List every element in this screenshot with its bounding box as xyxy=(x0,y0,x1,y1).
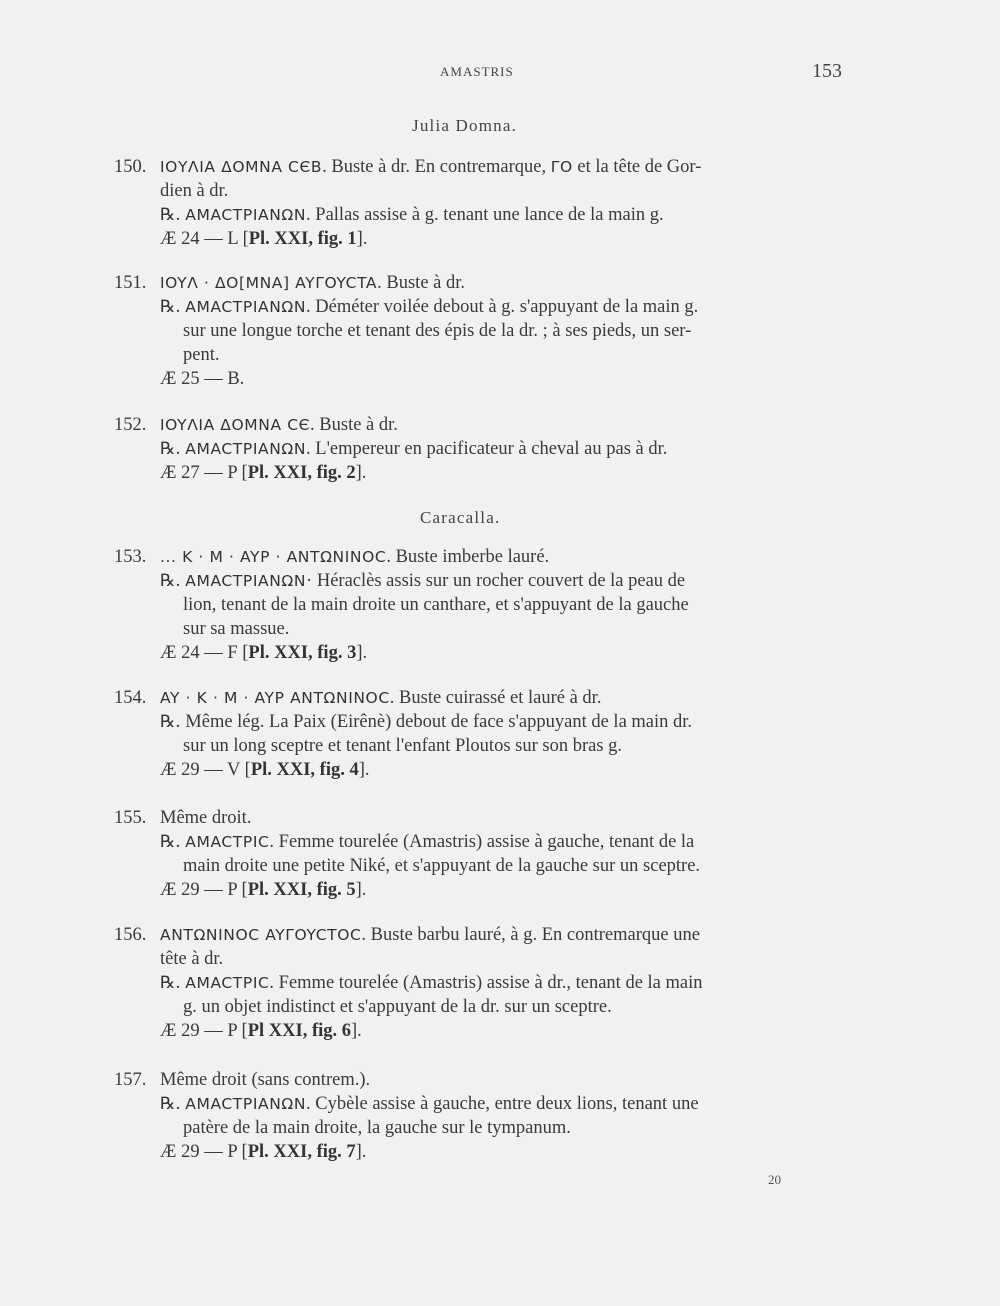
obverse-description: . Buste imberbe lauré. xyxy=(386,547,550,567)
reverse-symbol: ℞. xyxy=(160,205,181,225)
reverse-legend: AMACTPIANΩN xyxy=(185,206,307,224)
catalog-entry xyxy=(114,806,844,902)
plate-reference: Pl. XXI, fig. 3 xyxy=(248,643,357,663)
obverse-description: . Buste à dr. xyxy=(310,415,398,435)
metal-size: Æ 27 — P [ xyxy=(160,463,248,483)
obverse-continuation: tête à dr. xyxy=(160,949,224,969)
reverse-legend: AMACTPIANΩN xyxy=(185,440,307,458)
catalog-entry xyxy=(114,545,844,665)
reverse-continuation: sur un long sceptre et tenant l'enfant Ploutos sur son bras g. xyxy=(183,736,623,756)
metal-size: Æ 25 — B. xyxy=(160,369,245,389)
obverse-legend: ANTΩNINOC AYΓOYCTOC xyxy=(160,926,362,944)
obverse-description: Même droit. xyxy=(160,808,252,828)
catalog-entry xyxy=(114,155,844,251)
reverse-description: . L'empereur en pacificateur à cheval au pas à dr. xyxy=(306,439,668,459)
reverse-symbol: ℞. xyxy=(160,571,181,591)
reverse-continuation: g. un objet indistinct et s'appuyant de la dr. sur un sceptre. xyxy=(183,997,612,1017)
reverse-description: . Cybèle assise à gauche, entre deux lions, tenant une xyxy=(306,1094,699,1114)
reverse-continuation: patère de la main droite, la gauche sur le tympanum. xyxy=(183,1118,571,1138)
obverse-legend: IOYΛ · ΔO[MNA] AYΓOYCTA xyxy=(160,274,378,292)
reverse-legend: AMACTPIANΩN xyxy=(185,298,307,316)
section-heading-caracalla: Caracalla. xyxy=(420,508,501,527)
plate-reference: Pl. XXI, fig. 2 xyxy=(247,463,356,483)
reverse-symbol: ℞. xyxy=(160,297,181,317)
catalog-entry xyxy=(114,271,844,391)
section-heading-julia-domna: Julia Domna. xyxy=(412,116,518,135)
bracket-close: ]. xyxy=(355,463,367,483)
reverse-description: · Héraclès assis sur un rocher couvert de la peau de xyxy=(306,571,686,591)
reverse-description: . Pallas assise à g. tenant une lance de la main g. xyxy=(306,205,664,225)
obverse-description: . Buste barbu lauré, à g. En contremarque une xyxy=(361,925,700,945)
obverse-legend: ... K · M · AYP · ANTΩNINOC xyxy=(160,548,387,566)
reverse-description: . Femme tourelée (Amastris) assise à gauche, tenant de la xyxy=(269,832,695,852)
plate-reference: Pl. XXI, fig. 1 xyxy=(248,229,357,249)
metal-size: Æ 29 — V [ xyxy=(160,760,251,780)
metal-size: Æ 29 — P [ xyxy=(160,1142,248,1162)
entry-number: 155. xyxy=(114,808,147,828)
entry-number: 150. xyxy=(114,157,147,177)
obverse-legend: IOYΛIA ΔOMNA CЄ xyxy=(160,416,311,434)
reverse-description: Même lég. La Paix (Eirênè) debout de face s'appuyant de la main dr. xyxy=(185,712,693,732)
running-title: AMASTRIS xyxy=(440,64,514,79)
catalog-entry xyxy=(114,686,844,782)
plate-reference: Pl XXI, fig. 6 xyxy=(247,1021,352,1041)
entry-number: 156. xyxy=(114,925,147,945)
bracket-close: ]. xyxy=(355,1142,367,1162)
reverse-legend: AMACTPIC xyxy=(185,974,270,992)
metal-size: Æ 29 — P [ xyxy=(160,880,248,900)
catalog-entry xyxy=(114,923,844,1043)
reverse-continuation: sur une longue torche et tenant des épis de la dr. ; à ses pieds, un ser- xyxy=(183,321,692,341)
entry-number: 154. xyxy=(114,688,147,708)
entry-number: 153. xyxy=(114,547,147,567)
bracket-close: ]. xyxy=(358,760,370,780)
entry-number: 151. xyxy=(114,273,147,293)
entry-number: 152. xyxy=(114,415,147,435)
reverse-legend: AMACTPIC xyxy=(185,833,270,851)
metal-size: Æ 24 — F [ xyxy=(160,643,249,663)
plate-reference: Pl. XXI, fig. 5 xyxy=(247,880,356,900)
catalog-entry xyxy=(114,413,844,485)
obverse-description: Même droit (sans contrem.). xyxy=(160,1070,371,1090)
reverse-legend: AMACTPIANΩN xyxy=(185,572,307,590)
bracket-close: ]. xyxy=(356,643,368,663)
countermark: ΓO xyxy=(550,158,573,176)
reverse-symbol: ℞. xyxy=(160,832,181,852)
reverse-continuation: sur sa massue. xyxy=(183,619,290,639)
catalog-entry xyxy=(114,1068,844,1164)
reverse-continuation: main droite une petite Niké, et s'appuyant de la gauche sur un sceptre. xyxy=(183,856,701,876)
reverse-continuation: pent. xyxy=(183,345,220,365)
plate-reference: Pl. XXI, fig. 4 xyxy=(250,760,359,780)
obverse-continuation: dien à dr. xyxy=(160,181,229,201)
reverse-description: . Déméter voilée debout à g. s'appuyant de la main g. xyxy=(306,297,699,317)
reverse-legend: AMACTPIANΩN xyxy=(185,1095,307,1113)
bracket-close: ]. xyxy=(356,229,368,249)
obverse-legend: AY · K · M · AYP ANTΩNINOC xyxy=(160,689,390,707)
reverse-description: . Femme tourelée (Amastris) assise à dr., tenant de la main xyxy=(269,973,703,993)
reverse-symbol: ℞. xyxy=(160,712,181,732)
signature-mark: 20 xyxy=(768,1172,781,1187)
bracket-close: ]. xyxy=(351,1021,362,1041)
reverse-symbol: ℞. xyxy=(160,1094,181,1114)
reverse-symbol: ℞. xyxy=(160,439,181,459)
obverse-description: . Buste à dr. En contremarque, xyxy=(322,157,547,177)
entry-number: 157. xyxy=(114,1070,147,1090)
reverse-continuation: lion, tenant de la main droite un canthare, et s'appuyant de la gauche xyxy=(183,595,689,615)
metal-size: Æ 24 — L [ xyxy=(160,229,249,249)
plate-reference: Pl. XXI, fig. 7 xyxy=(247,1142,356,1162)
obverse-description: . Buste cuirassé et lauré à dr. xyxy=(389,688,602,708)
bracket-close: ]. xyxy=(355,880,367,900)
metal-size: Æ 29 — P [ xyxy=(160,1021,248,1041)
obverse-legend: ΙΟΥΛΙΑ ΔΟΜΝΑ CЄB xyxy=(160,158,323,176)
obverse-description: . Buste à dr. xyxy=(377,273,466,293)
reverse-symbol: ℞. xyxy=(160,973,181,993)
obverse-description-cont: et la tête de Gor- xyxy=(577,157,702,177)
page-number: 153 xyxy=(812,60,842,82)
